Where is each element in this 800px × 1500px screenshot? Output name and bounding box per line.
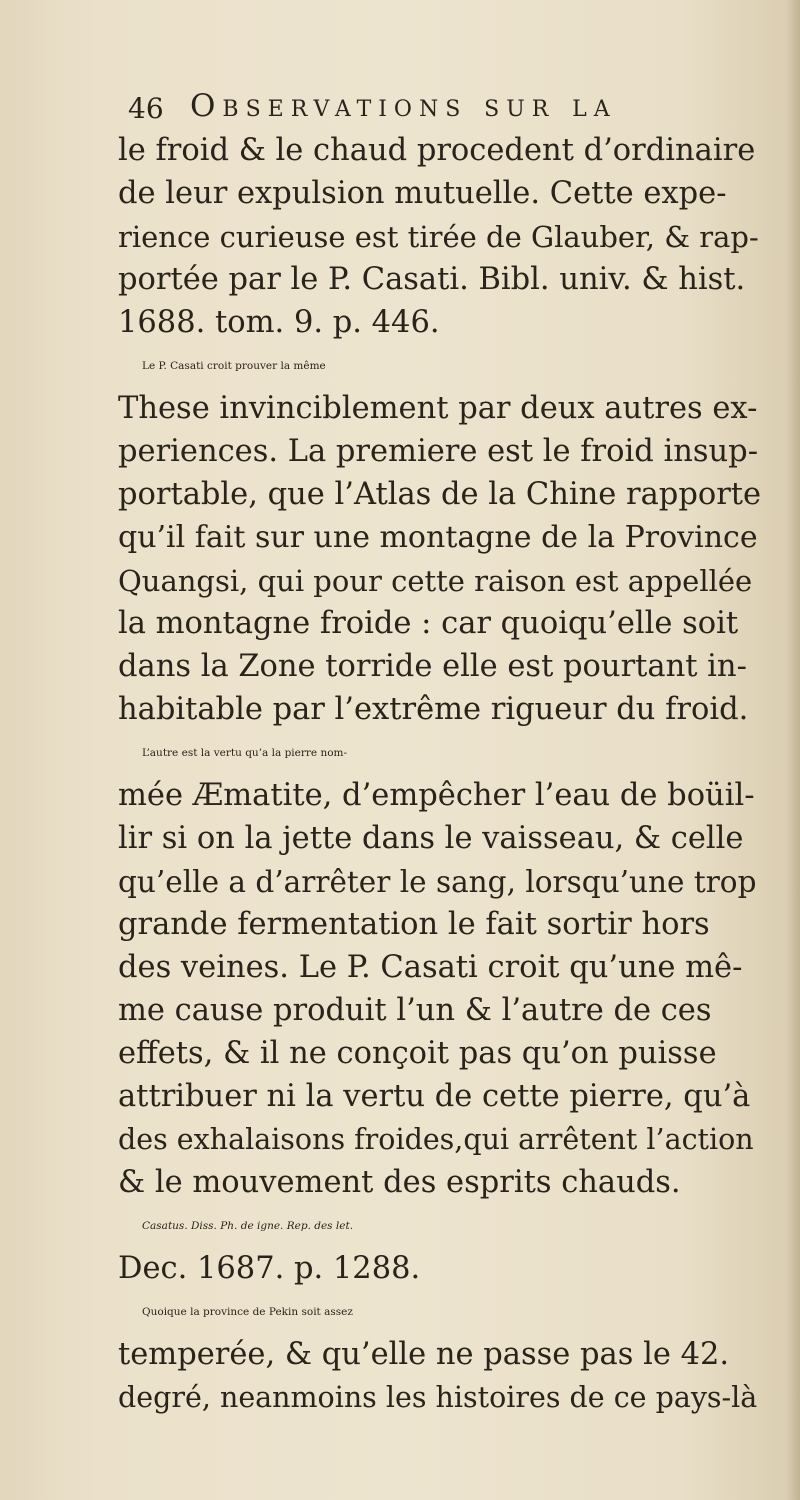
text-line: des veines. Le P. Casati croit qu’une mê- — [118, 950, 743, 985]
running-title: Observations sur la — [190, 88, 617, 124]
page-number: 46 — [128, 92, 164, 125]
text-line: rience curieuse est tirée de Glauber, & rap- — [118, 220, 759, 254]
text-line: des exhalaisons froides,qui arrêtent l’action — [118, 1123, 754, 1156]
text-line: dans la Zone torride elle est pourtant in- — [118, 649, 747, 684]
text-line: mée Æmatite, d’empêcher l’eau de boüil- — [118, 778, 755, 813]
text-line: L’autre est la vertu qu’a la pierre nom- — [142, 747, 348, 759]
text-line: lir si on la jette dans le vaisseau, & celle — [118, 821, 744, 856]
text-line: Quangsi, qui pour cette raison est appellée — [118, 564, 753, 598]
page-edge-shadow — [786, 0, 800, 1500]
text-line: degré, neanmoins les histoires de ce pays-là — [118, 1381, 758, 1414]
text-line: temperée, & qu’elle ne passe pas le 42. — [118, 1337, 730, 1372]
citation-line: Casatus. Diss. Ph. de igne. Rep. des let. — [142, 1220, 354, 1232]
text-line: la montagne froide : car quoiqu’elle soit — [118, 606, 739, 641]
citation-line: Dec. 1687. p. 1288. — [118, 1251, 421, 1286]
text-line: portée par le P. Casati. Bibl. univ. & hist. — [118, 262, 746, 297]
text-line: habitable par l’extrême rigueur du froid. — [118, 692, 749, 727]
text-line: portable, que l’Atlas de la Chine rapporte — [118, 477, 762, 512]
page-header — [128, 88, 708, 132]
text-line: qu’il fait sur une montagne de la Province — [118, 520, 758, 555]
text-line: me cause produit l’un & l’autre de ces — [118, 993, 712, 1028]
text-line: These invinciblement par deux autres ex- — [118, 391, 758, 426]
text-line: effets, & il ne conçoit pas qu’on puisse — [118, 1036, 717, 1071]
text-line: le froid & le chaud procedent d’ordinaire — [118, 133, 756, 168]
text-line: periences. La premiere est le froid insup- — [118, 434, 758, 469]
text-line: attribuer ni la vertu de cette pierre, qu’à — [118, 1079, 751, 1114]
text-line: Le P. Casati croit prouver la même — [142, 360, 326, 372]
text-line: Quoique la province de Pekin soit assez — [142, 1306, 353, 1318]
text-line: de leur expulsion mutuelle. Cette expe- — [118, 176, 727, 211]
text-line: & le mouvement des esprits chauds. — [118, 1165, 681, 1200]
text-line: qu’elle a d’arrêter le sang, lorsqu’une trop — [118, 865, 757, 899]
text-line: 1688. tom. 9. p. 446. — [118, 305, 440, 340]
text-line: grande fermentation le fait sortir hors — [118, 907, 710, 942]
